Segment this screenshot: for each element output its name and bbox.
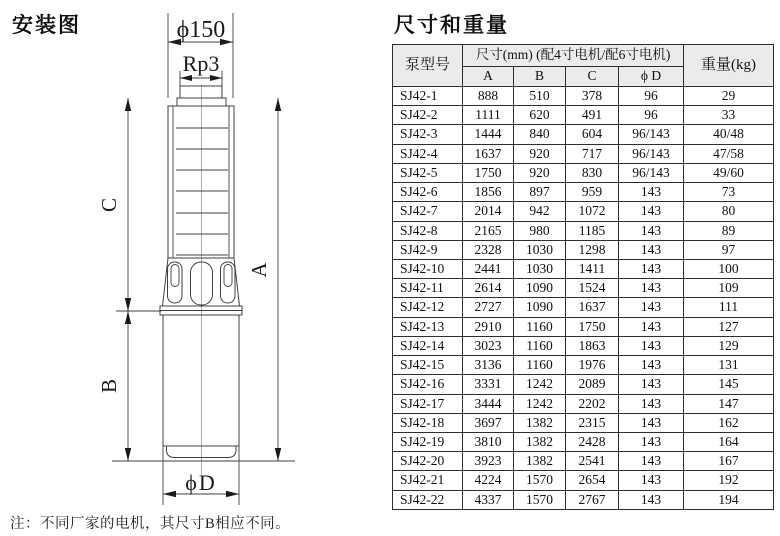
dim-a-cell: 2727 <box>463 298 514 317</box>
weight-cell: 97 <box>684 240 774 259</box>
dim-d-cell: 96/143 <box>619 144 684 163</box>
dim-c-cell: 1185 <box>566 221 619 240</box>
dim-b-cell: 510 <box>514 87 566 106</box>
table-row <box>393 356 774 375</box>
dim-d-cell: 143 <box>619 471 684 490</box>
dim-b-cell: 920 <box>514 144 566 163</box>
dim-c-cell: 2428 <box>566 432 619 451</box>
dim-d-cell: 143 <box>619 490 684 509</box>
table-row <box>393 87 774 106</box>
weight-cell: 192 <box>684 471 774 490</box>
model-cell: SJ42-17 <box>393 394 463 413</box>
weight-cell: 73 <box>684 183 774 202</box>
table-row <box>393 298 774 317</box>
table-row <box>393 336 774 355</box>
model-cell: SJ42-5 <box>393 163 463 182</box>
dim-b-cell: 1090 <box>514 279 566 298</box>
dim-c-cell: 1298 <box>566 240 619 259</box>
dim-b-cell: 1570 <box>514 471 566 490</box>
dim-c-cell: 491 <box>566 106 619 125</box>
dim-a-cell: 1637 <box>463 144 514 163</box>
weight-cell: 109 <box>684 279 774 298</box>
dim-label-phid: ϕD <box>185 470 217 495</box>
dim-d-cell: 143 <box>619 413 684 432</box>
model-cell: SJ42-22 <box>393 490 463 509</box>
dim-c-cell: 1411 <box>566 259 619 278</box>
dim-a-cell: 3023 <box>463 336 514 355</box>
dim-d-cell: 143 <box>619 221 684 240</box>
weight-cell: 194 <box>684 490 774 509</box>
dim-a-cell: 2910 <box>463 317 514 336</box>
weight-cell: 89 <box>684 221 774 240</box>
model-cell: SJ42-14 <box>393 336 463 355</box>
dim-b-cell: 1570 <box>514 490 566 509</box>
dim-c-cell: 717 <box>566 144 619 163</box>
weight-cell: 167 <box>684 452 774 471</box>
dim-d-cell: 96 <box>619 87 684 106</box>
stage-lines <box>176 128 228 255</box>
dim-label-rp3: Rp3 <box>182 51 220 76</box>
weight-cell: 80 <box>684 202 774 221</box>
col-header-dims: 尺寸(mm) (配4寸电机/配6寸电机) <box>463 45 684 67</box>
dim-d-cell: 143 <box>619 452 684 471</box>
dim-label-phi150: ϕ150 <box>176 17 226 43</box>
model-cell: SJ42-7 <box>393 202 463 221</box>
dim-c-cell: 604 <box>566 125 619 144</box>
table-row <box>393 413 774 432</box>
table-row <box>393 279 774 298</box>
weight-cell: 49/60 <box>684 163 774 182</box>
dim-d-cell: 143 <box>619 336 684 355</box>
table-row <box>393 221 774 240</box>
model-cell: SJ42-6 <box>393 183 463 202</box>
dim-d-cell: 143 <box>619 317 684 336</box>
pump-outline <box>112 13 295 505</box>
motor-body <box>163 315 239 446</box>
dim-d-cell: 143 <box>619 375 684 394</box>
col-header-a: A <box>463 67 514 87</box>
dim-c-cell: 959 <box>566 183 619 202</box>
weight-cell: 111 <box>684 298 774 317</box>
model-cell: SJ42-3 <box>393 125 463 144</box>
dim-a-cell: 2165 <box>463 221 514 240</box>
dim-b-cell: 1160 <box>514 317 566 336</box>
dim-b-cell: 897 <box>514 183 566 202</box>
weight-cell: 100 <box>684 259 774 278</box>
dim-d-cell: 96/143 <box>619 163 684 182</box>
table-row <box>393 125 774 144</box>
dim-d-cell: 143 <box>619 259 684 278</box>
weight-cell: 162 <box>684 413 774 432</box>
intake-slot-right-inner <box>224 265 232 287</box>
intake-slot-left <box>168 262 183 303</box>
dim-label-b: B <box>97 378 121 394</box>
table-row <box>393 375 774 394</box>
table-row <box>393 259 774 278</box>
dim-a-cell: 3923 <box>463 452 514 471</box>
dim-a-cell: 3331 <box>463 375 514 394</box>
dim-a-cell: 1750 <box>463 163 514 182</box>
model-cell: SJ42-8 <box>393 221 463 240</box>
dim-a-cell: 1444 <box>463 125 514 144</box>
dim-a-cell: 1856 <box>463 183 514 202</box>
model-cell: SJ42-20 <box>393 452 463 471</box>
dim-label-c: C <box>97 197 121 213</box>
intake-taper <box>163 258 240 306</box>
dim-c-cell: 1637 <box>566 298 619 317</box>
model-cell: SJ42-15 <box>393 356 463 375</box>
table-row <box>393 471 774 490</box>
weight-cell: 127 <box>684 317 774 336</box>
dim-c-cell: 1976 <box>566 356 619 375</box>
model-cell: SJ42-10 <box>393 259 463 278</box>
dim-d-cell: 96/143 <box>619 125 684 144</box>
model-cell: SJ42-19 <box>393 432 463 451</box>
table-row <box>393 317 774 336</box>
dim-b-cell: 942 <box>514 202 566 221</box>
weight-cell: 145 <box>684 375 774 394</box>
table-row <box>393 240 774 259</box>
weight-cell: 131 <box>684 356 774 375</box>
model-cell: SJ42-11 <box>393 279 463 298</box>
dim-c-cell: 2654 <box>566 471 619 490</box>
model-cell: SJ42-2 <box>393 106 463 125</box>
dim-d-cell: 143 <box>619 183 684 202</box>
dim-label-a: A <box>247 262 271 278</box>
model-cell: SJ42-1 <box>393 87 463 106</box>
dim-b-cell: 1160 <box>514 356 566 375</box>
dim-d-cell: 143 <box>619 202 684 221</box>
col-header-phid: ϕ D <box>619 67 684 87</box>
pump-body <box>168 106 234 258</box>
dim-b-cell: 1382 <box>514 452 566 471</box>
dim-d-cell: 143 <box>619 298 684 317</box>
model-cell: SJ42-16 <box>393 375 463 394</box>
outlet-pipe <box>180 86 222 98</box>
dim-c-cell: 1524 <box>566 279 619 298</box>
dim-a-cell: 2014 <box>463 202 514 221</box>
dim-b-cell: 1090 <box>514 298 566 317</box>
col-header-weight: 重量(kg) <box>684 45 774 87</box>
table-row <box>393 144 774 163</box>
dim-c-cell: 2767 <box>566 490 619 509</box>
dim-a-cell: 2441 <box>463 259 514 278</box>
dim-a-cell: 3136 <box>463 356 514 375</box>
col-header-b: B <box>514 67 566 87</box>
dim-a-cell: 3810 <box>463 432 514 451</box>
dim-b-cell: 1160 <box>514 336 566 355</box>
col-header-model: 泵型号 <box>393 45 463 87</box>
dim-b-cell: 920 <box>514 163 566 182</box>
dim-b-cell: 620 <box>514 106 566 125</box>
weight-cell: 129 <box>684 336 774 355</box>
dim-b-cell: 1030 <box>514 259 566 278</box>
weight-cell: 33 <box>684 106 774 125</box>
weight-cell: 164 <box>684 432 774 451</box>
table-title: 尺寸和重量 <box>394 14 509 37</box>
dim-c-cell: 2089 <box>566 375 619 394</box>
dim-c-cell: 2202 <box>566 394 619 413</box>
dim-b-cell: 1242 <box>514 375 566 394</box>
dim-d-cell: 96 <box>619 106 684 125</box>
dim-b-cell: 980 <box>514 221 566 240</box>
dim-b-cell: 1030 <box>514 240 566 259</box>
dim-c-cell: 1750 <box>566 317 619 336</box>
dim-a-cell: 3697 <box>463 413 514 432</box>
dim-b-cell: 1382 <box>514 432 566 451</box>
dim-a-cell: 4337 <box>463 490 514 509</box>
weight-cell: 40/48 <box>684 125 774 144</box>
diagram-title: 安装图 <box>12 14 81 37</box>
weight-cell: 147 <box>684 394 774 413</box>
dim-c-cell: 830 <box>566 163 619 182</box>
dim-d-cell: 143 <box>619 279 684 298</box>
dim-a-cell: 888 <box>463 87 514 106</box>
model-cell: SJ42-9 <box>393 240 463 259</box>
dim-c-cell: 1863 <box>566 336 619 355</box>
dim-a-cell: 3444 <box>463 394 514 413</box>
model-cell: SJ42-12 <box>393 298 463 317</box>
pump-inner-walls <box>173 106 229 258</box>
dim-a-cell: 1111 <box>463 106 514 125</box>
dim-d-cell: 143 <box>619 240 684 259</box>
col-header-c: C <box>566 67 619 87</box>
table-row <box>393 432 774 451</box>
weight-cell: 29 <box>684 87 774 106</box>
dim-c-cell: 2315 <box>566 413 619 432</box>
dim-b-cell: 1382 <box>514 413 566 432</box>
table-row <box>393 202 774 221</box>
dim-c-cell: 2541 <box>566 452 619 471</box>
weight-cell: 47/58 <box>684 144 774 163</box>
dim-d-cell: 143 <box>619 356 684 375</box>
model-cell: SJ42-13 <box>393 317 463 336</box>
dim-b-cell: 1242 <box>514 394 566 413</box>
table-body <box>393 87 774 510</box>
dim-b-cell: 840 <box>514 125 566 144</box>
table-row <box>393 163 774 182</box>
table-row <box>393 183 774 202</box>
dim-c-cell: 1072 <box>566 202 619 221</box>
model-cell: SJ42-21 <box>393 471 463 490</box>
model-cell: SJ42-4 <box>393 144 463 163</box>
model-cell: SJ42-18 <box>393 413 463 432</box>
dim-a-cell: 2614 <box>463 279 514 298</box>
footnote: 注：不同厂家的电机，其尺寸B相应不同。 <box>10 516 291 532</box>
dim-d-cell: 143 <box>619 432 684 451</box>
dimensions-weight-table <box>392 44 774 510</box>
dim-c-cell: 378 <box>566 87 619 106</box>
intake-slot-right <box>221 262 236 303</box>
intake-slot-left-inner <box>171 265 179 287</box>
dim-d-cell: 143 <box>619 394 684 413</box>
table-row <box>393 394 774 413</box>
dim-a-cell: 4224 <box>463 471 514 490</box>
dim-a-cell: 2328 <box>463 240 514 259</box>
table-row <box>393 452 774 471</box>
table-row <box>393 490 774 509</box>
table-row <box>393 106 774 125</box>
